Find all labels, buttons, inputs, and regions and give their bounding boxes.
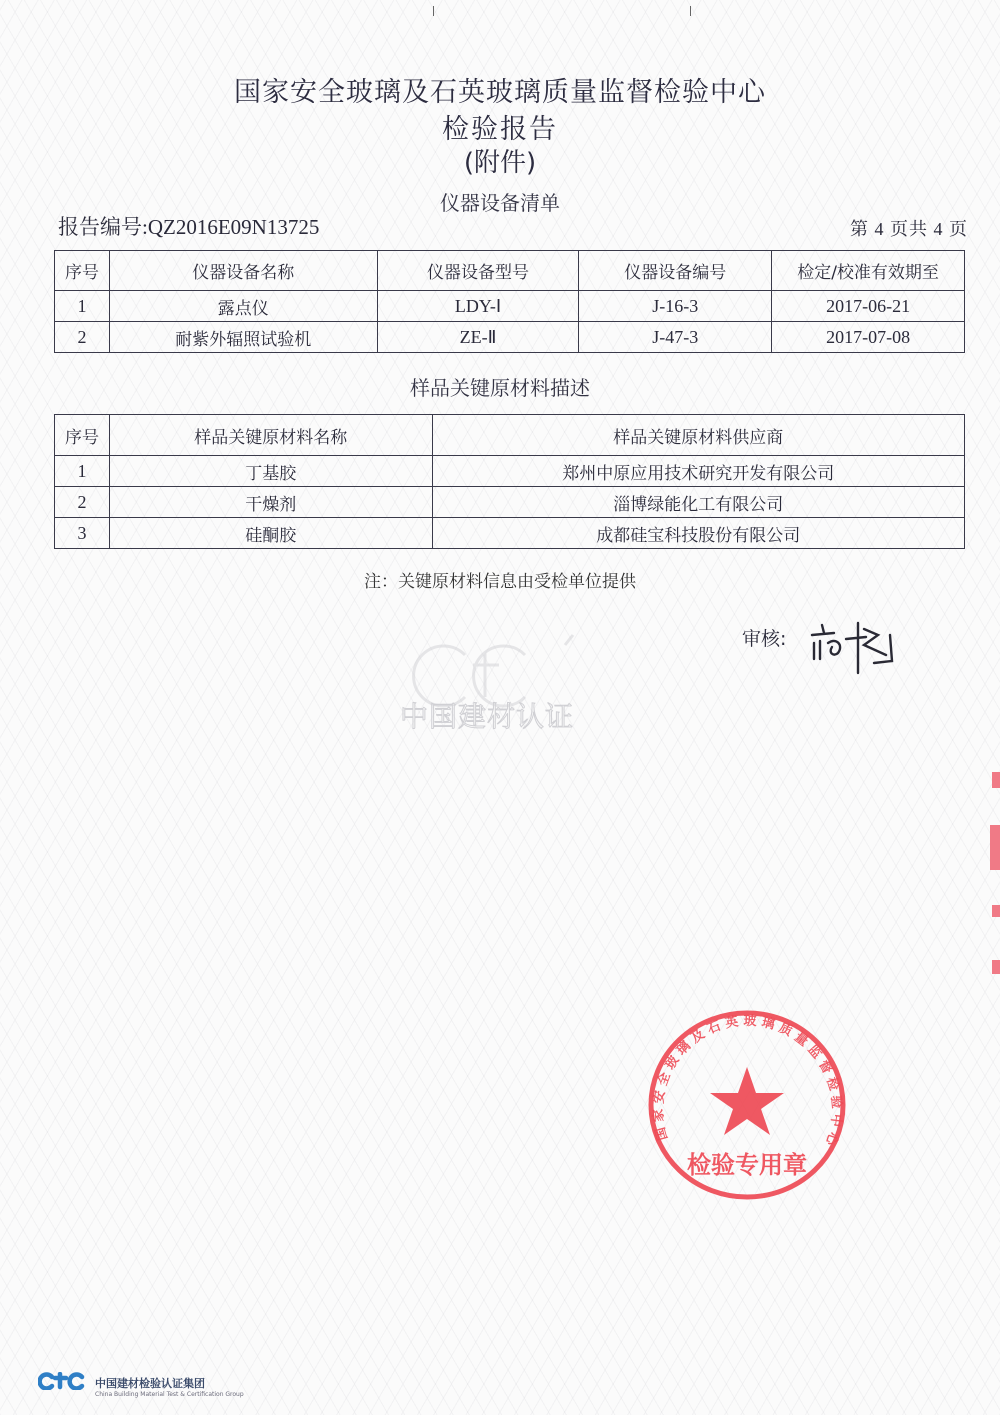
cell-model: ZE-Ⅱ [377,322,579,353]
inspection-seal-icon [640,1005,855,1205]
cell-valid-until: 2017-06-21 [772,291,965,322]
seal-ring-text: 国家安全玻璃及石英玻璃质量监督检验中心 [651,1013,844,1148]
signature-icon [800,615,910,675]
edge-seal-mark [992,905,1000,917]
cell-name: 耐紫外辐照试验机 [109,322,377,353]
edge-seal-mark [990,825,1000,870]
cell-material: 丁基胶 [109,456,432,487]
edge-seal-mark [992,960,1000,974]
cell-index: 3 [55,518,110,549]
footer-org-cn: 中国建材检验认证集团 [95,1377,205,1390]
org-title: 国家安全玻璃及石英玻璃质量监督检验中心 [234,77,766,108]
cell-material: 硅酮胶 [109,518,432,549]
seal-bottom-text: 检验专用章 [687,1151,807,1179]
cell-supplier: 成都硅宝科技股份有限公司 [432,518,964,549]
cell-supplier: 郑州中原应用技术研究开发有限公司 [432,456,964,487]
table-row [55,487,965,518]
materials-table [54,414,965,549]
table-row [55,456,965,487]
cell-index: 2 [55,322,110,353]
cell-name: 露点仪 [109,291,377,322]
cell-index: 2 [55,487,110,518]
cell-index: 1 [55,456,110,487]
table-row [55,322,965,353]
header-cell: 检定/校准有效期至 [772,251,965,291]
page-info: 第 4 页共 4 页 [850,219,968,239]
ctc-logo-icon [38,1372,92,1390]
header-cell: 仪器设备编号 [579,251,772,291]
cell-material: 干燥剂 [109,487,432,518]
cell-index: 1 [55,291,110,322]
doc-title: 检验报告 [442,114,558,145]
equipment-section-title: 仪器设备清单 [440,191,560,215]
header-cell: 序号 [55,415,110,456]
edge-seal-mark [992,772,1000,788]
materials-section-title: 样品关键原材料描述 [410,376,590,400]
equipment-table [54,250,965,353]
table-row [55,291,965,322]
header-cell: 仪器设备名称 [109,251,377,291]
footer-org-en: China Building Material Test & Certification Group [95,1391,244,1398]
cell-id: J-16-3 [579,291,772,322]
table-row [55,518,965,549]
footnote: 注：关键原材料信息由受检单位提供 [364,572,636,592]
header-cell: 仪器设备型号 [377,251,579,291]
watermark-text: 中国建材认证 [400,700,575,733]
header-cell: 样品关键原材料名称 [109,415,432,456]
header-cell: 样品关键原材料供应商 [432,415,964,456]
report-number: 报告编号:QZ2016E09N13725 [58,215,320,239]
review-label: 审核: [742,628,787,650]
cell-model: LDY-Ⅰ [377,291,579,322]
crop-mark [433,6,434,16]
cell-valid-until: 2017-07-08 [772,322,965,353]
header-cell: 序号 [55,251,110,291]
table-header-row [55,251,965,291]
crop-mark [690,6,691,16]
cell-supplier: 淄博绿能化工有限公司 [432,487,964,518]
cell-id: J-47-3 [579,322,772,353]
attachment-label: (附件) [463,148,537,178]
table-header-row [55,415,965,456]
